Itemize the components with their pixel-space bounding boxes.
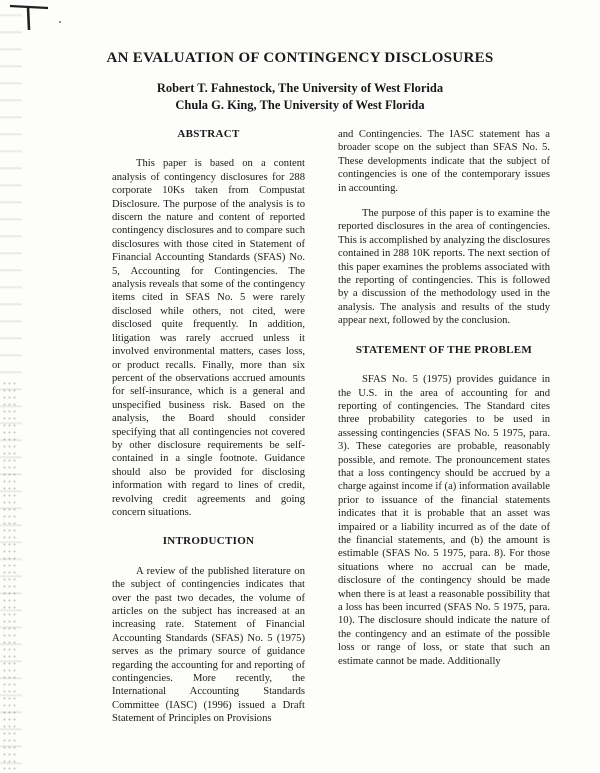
problem-heading: STATEMENT OF THE PROBLEM	[355, 343, 533, 356]
scan-noise-artifact	[2, 380, 16, 770]
author-line-2: Chula G. King, The University of West Florida	[175, 98, 425, 112]
purpose-paragraph: The purpose of this paper is to examine the reported disclosures in the area of contingencies. This is accomplished by analyzing the disclosures contained in 288 10K reports. The next section of this paper examines the problems associated with the reporting of contingencies. This is followed by a discussion of the methodology used in the analysis. The analysis and results of the study appear next, followed by the conclusion.	[338, 208, 550, 327]
introduction-continuation: and Contingencies. The IASC statement has a broader scope on the subject than SFAS No. 5. These developments indicate that the subject of contingencies is one of the contemporary issues in accounting.	[338, 129, 550, 194]
problem-text: SFAS No. 5 (1975) provides guidance in the U.S. in the area of accounting for and reporting of contingencies. The Standard cites three probability categories to be used in assessing contingencies (SFAS No. 5 1975, para. 3). These categories are probable, reasonably possible, and remote. The pronouncement states that a loss contingency should be accrued by a charge against income if (a) information available prior to issuance of the financial statements indicates that it is probable that an asset was impaired or a liability incurred as of the date of the financial statements, and (b) the amount is estimable (SFAS No. 5 1975, para. 8). For those situations where no accrual can be made, disclosure of the contingency should be made when there is at least a reasonable possibility that a loss has been incurred (SFAS No. 5 1975, para. 10). The disclosure should indicate the nature of the contingency and an estimate of the possible loss or range of loss, or state that such an estimate cannot be made. Additionally	[338, 374, 550, 667]
introduction-text: A review of the published literature on the subject of contingencies indicates that over the past two decades, the volume of articles on the subject has increased at an increasing rate. Statement of Financial Accounting Standards (SFAS) No. 5 (1975) serves as the primary source of guidance regarding the accounting for and reporting of contingencies. More recently, the International Accounting Standards Committee (IASC) (1996) issued a Draft Statement of Principles on Provisions	[112, 565, 305, 725]
paper-title: AN EVALUATION OF CONTINGENCY DISCLOSURES	[106, 50, 494, 66]
right-column	[338, 128, 550, 668]
author-line-1: Robert T. Fahnestock, The University of West Florida	[156, 81, 444, 95]
corner-staple-mark	[8, 2, 66, 32]
author-list	[40, 80, 560, 114]
abstract-heading: ABSTRACT	[177, 128, 240, 140]
abstract-text: This paper is based on a content analysis of contingency disclosures for 288 corporate 10Ks taken from Compustat Disclosure. The purpose of the analysis is to discern the nature and content of reported contingency disclosures and to compare such disclosures with those cited in Statement of Financial Accounting Standards (SFAS) No. 5, Accounting for Contingencies. The analysis reveals that some of the contingency items cited in SFAS No. 5 were rarely disclosed while others, not cited, were disclosed quite frequently. In addition, litigation was rarely accrued unless it involved environmental matters, cases loss, or product recalls. Finally, more than six percent of the observations accrued amounts for self-insurance, which is a general and unspecified business risk. Based on the analysis, the Board should consider specifying that all contingencies not covered by other disclosure requirements be self-contained in a single footnote. Guidance should also be provided for disclosing information with regard to lines of credit, revolving credit agreements and going concern situations.	[112, 158, 305, 518]
introduction-heading: INTRODUCTION	[162, 535, 255, 548]
left-column	[112, 128, 305, 726]
